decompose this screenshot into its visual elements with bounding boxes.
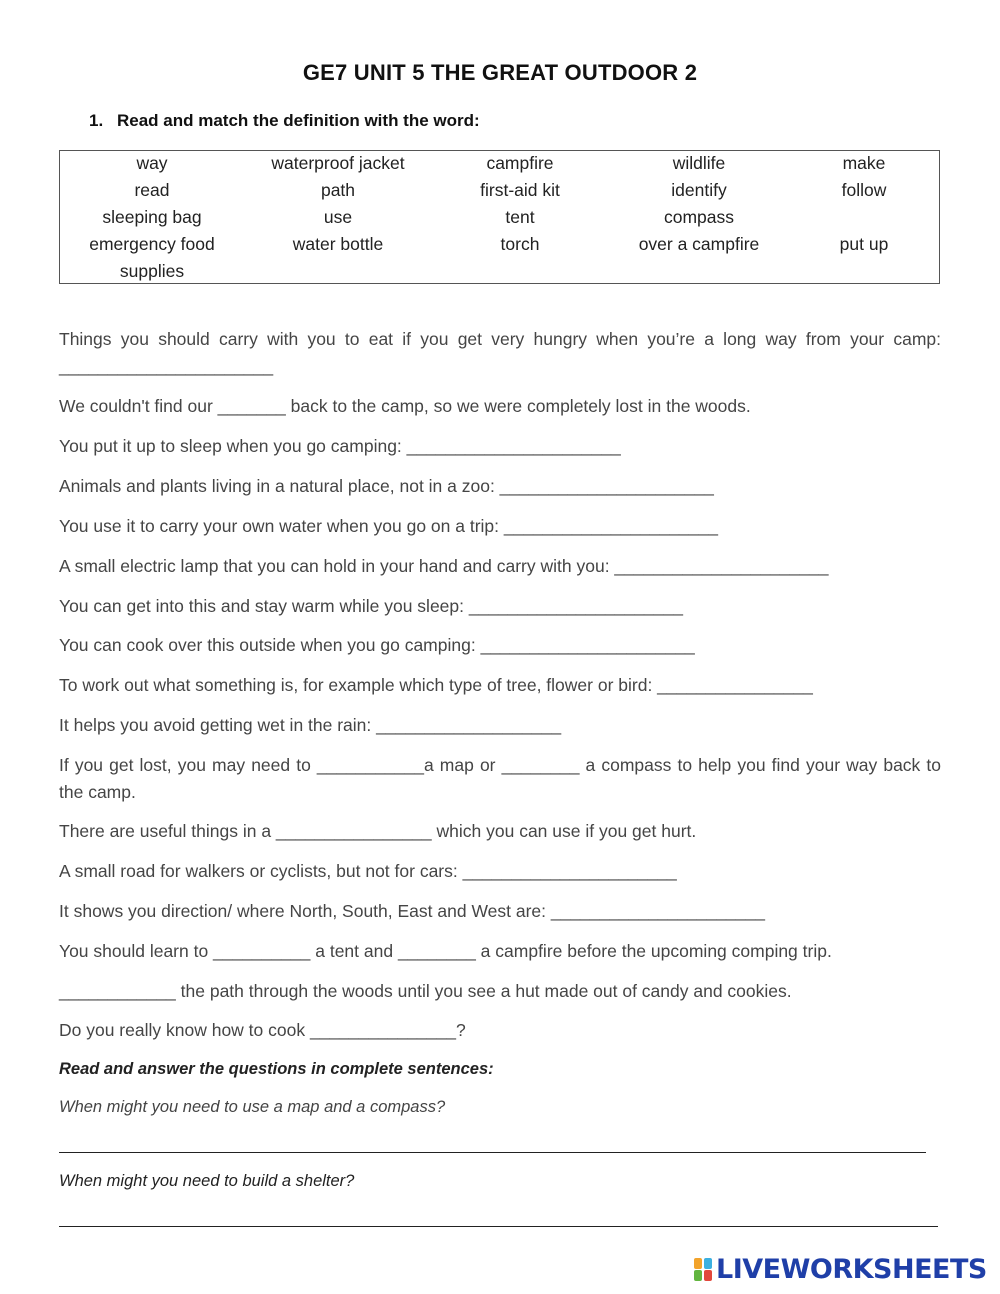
word-box-cell: use: [323, 207, 353, 227]
question-10: It helps you avoid getting wet in the rain: ___________________: [59, 715, 562, 735]
word-box-cell: identify: [671, 180, 727, 200]
question-14: It shows you direction/ where North, South, East and West are: ______________________: [59, 901, 765, 921]
question-16: ____________ the path through the woods until you see a hut made out of candy and cookies.: [59, 981, 792, 1001]
question-15: You should learn to __________ a tent and ________ a campfire before the upcoming comping trip.: [59, 941, 832, 961]
word-box-cell: water bottle: [292, 234, 384, 254]
word-box-cell: tent: [505, 207, 535, 227]
word-box-cell: read: [134, 180, 170, 200]
word-box-cell: torch: [500, 234, 540, 254]
word-box-cell: over a campfire: [638, 234, 760, 254]
word-box-cell: make: [842, 153, 886, 173]
section2-question-1: When might you need to use a map and a compass?: [59, 1098, 446, 1116]
question-11: If you get lost, you may need to ___________a map or ________ a compass to help you find your way back to the camp.: [59, 755, 941, 802]
answer-line-1[interactable]: [59, 1152, 926, 1153]
word-box-cell: follow: [841, 180, 887, 200]
word-box-cell: campfire: [486, 153, 554, 173]
question-6: A small electric lamp that you can hold in your hand and carry with you: ______________________: [59, 556, 829, 576]
word-box-cell: supplies: [119, 261, 185, 281]
word-box-cell: compass: [663, 207, 735, 227]
question-5: You use it to carry your own water when you go on a trip: ______________________: [59, 516, 718, 536]
word-box-cell: sleeping bag: [102, 207, 202, 227]
logo-text: LIVEWORKSHEETS: [716, 1253, 987, 1285]
question-9: To work out what something is, for example which type of tree, flower or bird: ________________: [59, 675, 813, 695]
word-box-cell: first-aid kit: [480, 180, 560, 200]
question-1: Things you should carry with you to eat if you get very hungry when you’re a long way from your camp: ______________________: [59, 329, 941, 376]
word-box-cell: emergency food: [89, 234, 215, 254]
instruction-text: Read and match the definition with the word:: [117, 111, 480, 130]
word-box-cell: way: [136, 153, 168, 173]
page-title: GE7 UNIT 5 THE GREAT OUTDOOR 2: [302, 60, 698, 85]
liveworksheets-logo-icon: [694, 1256, 714, 1282]
section2-heading: Read and answer the questions in complete sentences:: [59, 1060, 494, 1078]
question-4: Animals and plants living in a natural place, not in a zoo: ______________________: [59, 476, 714, 496]
question-3: You put it up to sleep when you go camping: ______________________: [59, 436, 621, 456]
word-box-cell: wildlife: [672, 153, 726, 173]
section2-question-2: When might you need to build a shelter?: [59, 1172, 355, 1190]
word-box-cell: waterproof jacket: [271, 153, 405, 173]
liveworksheets-logo: [694, 1254, 987, 1284]
instruction: [89, 111, 480, 131]
word-box-cell: put up: [839, 234, 889, 254]
question-17: Do you really know how to cook _______________?: [59, 1020, 466, 1040]
answer-line-2[interactable]: [59, 1226, 938, 1227]
word-box-cell: path: [320, 180, 356, 200]
instruction-number: 1.: [89, 111, 104, 130]
question-12: There are useful things in a ________________ which you can use if you get hurt.: [59, 821, 697, 841]
question-13: A small road for walkers or cyclists, but not for cars: ______________________: [59, 861, 677, 881]
question-8: You can cook over this outside when you go camping: ______________________: [59, 635, 695, 655]
question-7: You can get into this and stay warm while you sleep: ______________________: [59, 596, 683, 616]
question-2: We couldn't find our _______ back to the camp, so we were completely lost in the woods.: [59, 396, 751, 416]
